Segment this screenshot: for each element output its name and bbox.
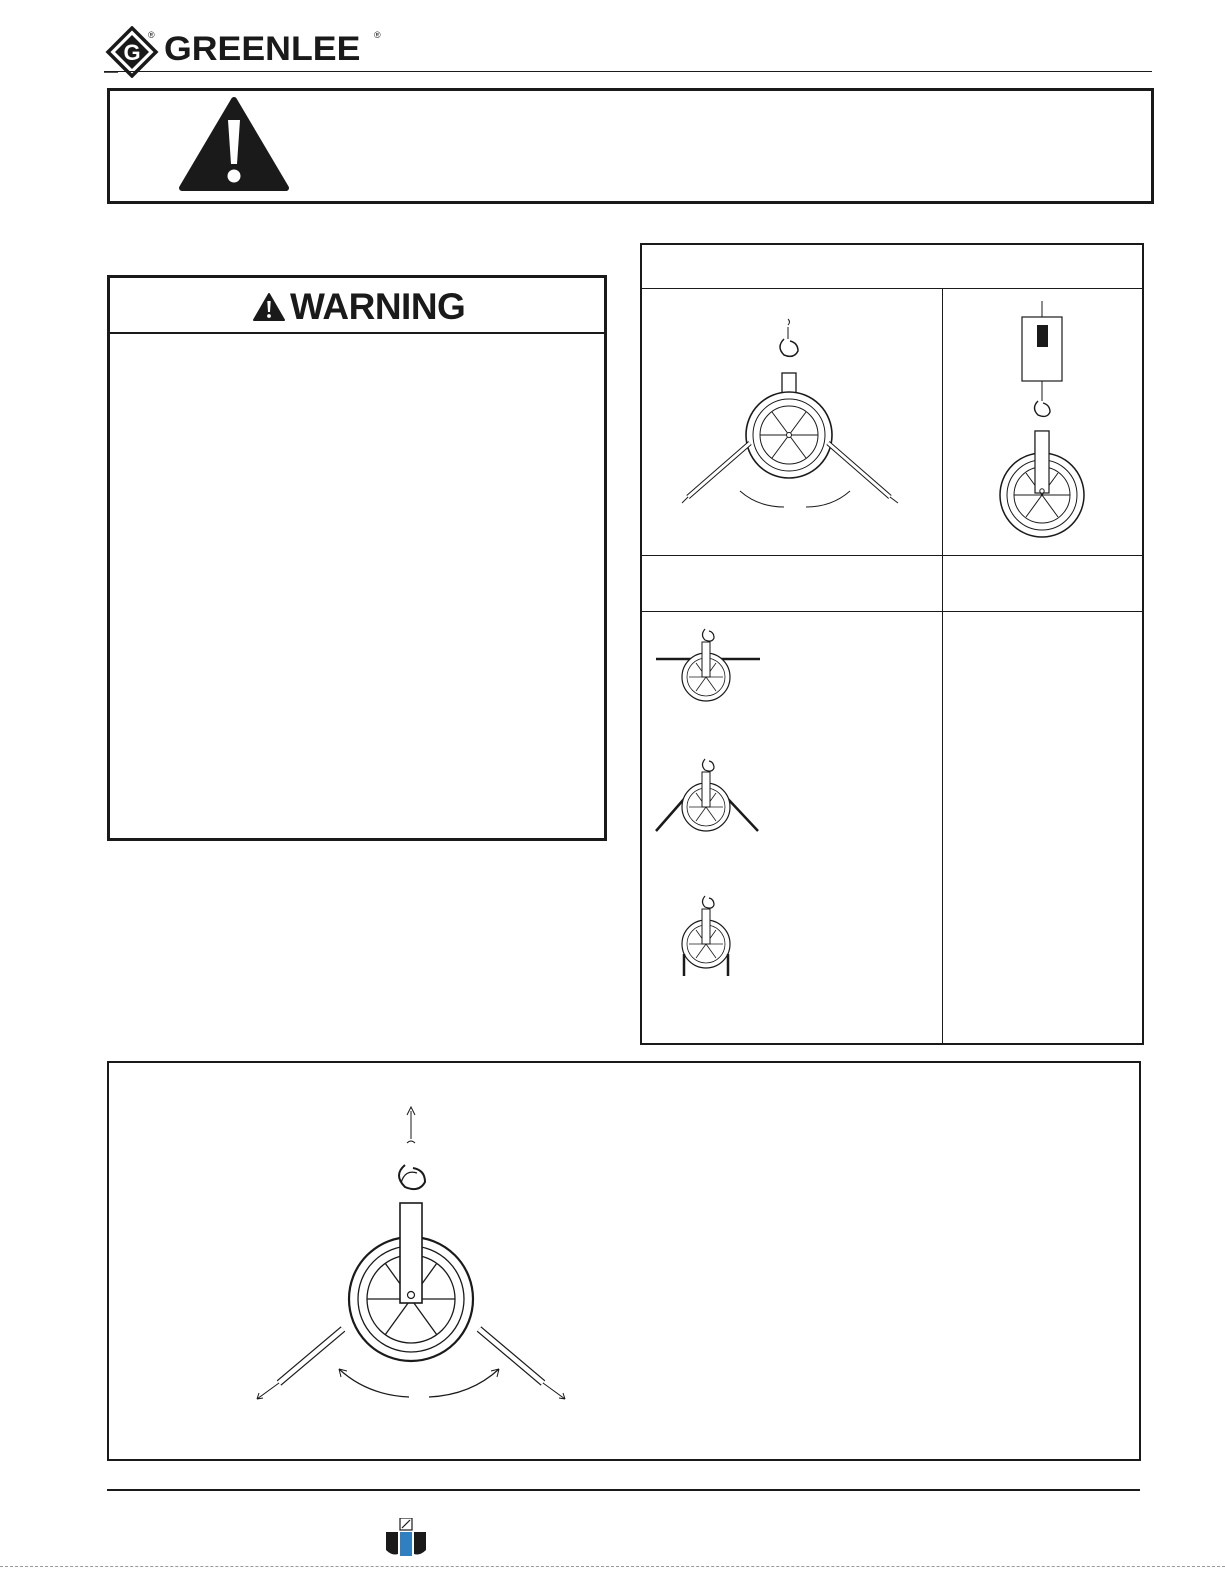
table-rule xyxy=(642,555,1142,556)
sheave-diagram-panel xyxy=(107,1061,1141,1461)
table-column-divider xyxy=(942,288,943,1043)
table-rule xyxy=(642,611,1142,612)
sheave-vertical-illustration xyxy=(664,890,754,990)
exclamation-triangle-icon xyxy=(178,96,290,192)
registered-mark: ® xyxy=(374,30,381,40)
sheave-large-illustration xyxy=(249,1103,579,1413)
page-edge xyxy=(0,1566,1225,1567)
sheave-horizontal-illustration xyxy=(654,623,764,713)
sheave-angled-illustration xyxy=(654,753,764,843)
sheave-angle-illustration xyxy=(662,315,932,515)
warning-box xyxy=(107,275,607,841)
safety-alert-banner xyxy=(107,88,1154,204)
publisher-logo xyxy=(384,1518,430,1558)
rigging-table xyxy=(640,243,1144,1045)
footer-rule xyxy=(107,1489,1140,1491)
load-test-illustration xyxy=(990,297,1100,547)
warning-title: WARNING xyxy=(290,286,466,327)
warning-header xyxy=(110,278,604,334)
table-rule xyxy=(642,288,1142,289)
svg-text:G: G xyxy=(123,40,141,65)
warning-triangle-icon xyxy=(252,292,286,322)
registered-mark: ® xyxy=(148,30,155,40)
brand-name: GREENLEE xyxy=(164,30,361,68)
header-rule xyxy=(104,71,1152,72)
